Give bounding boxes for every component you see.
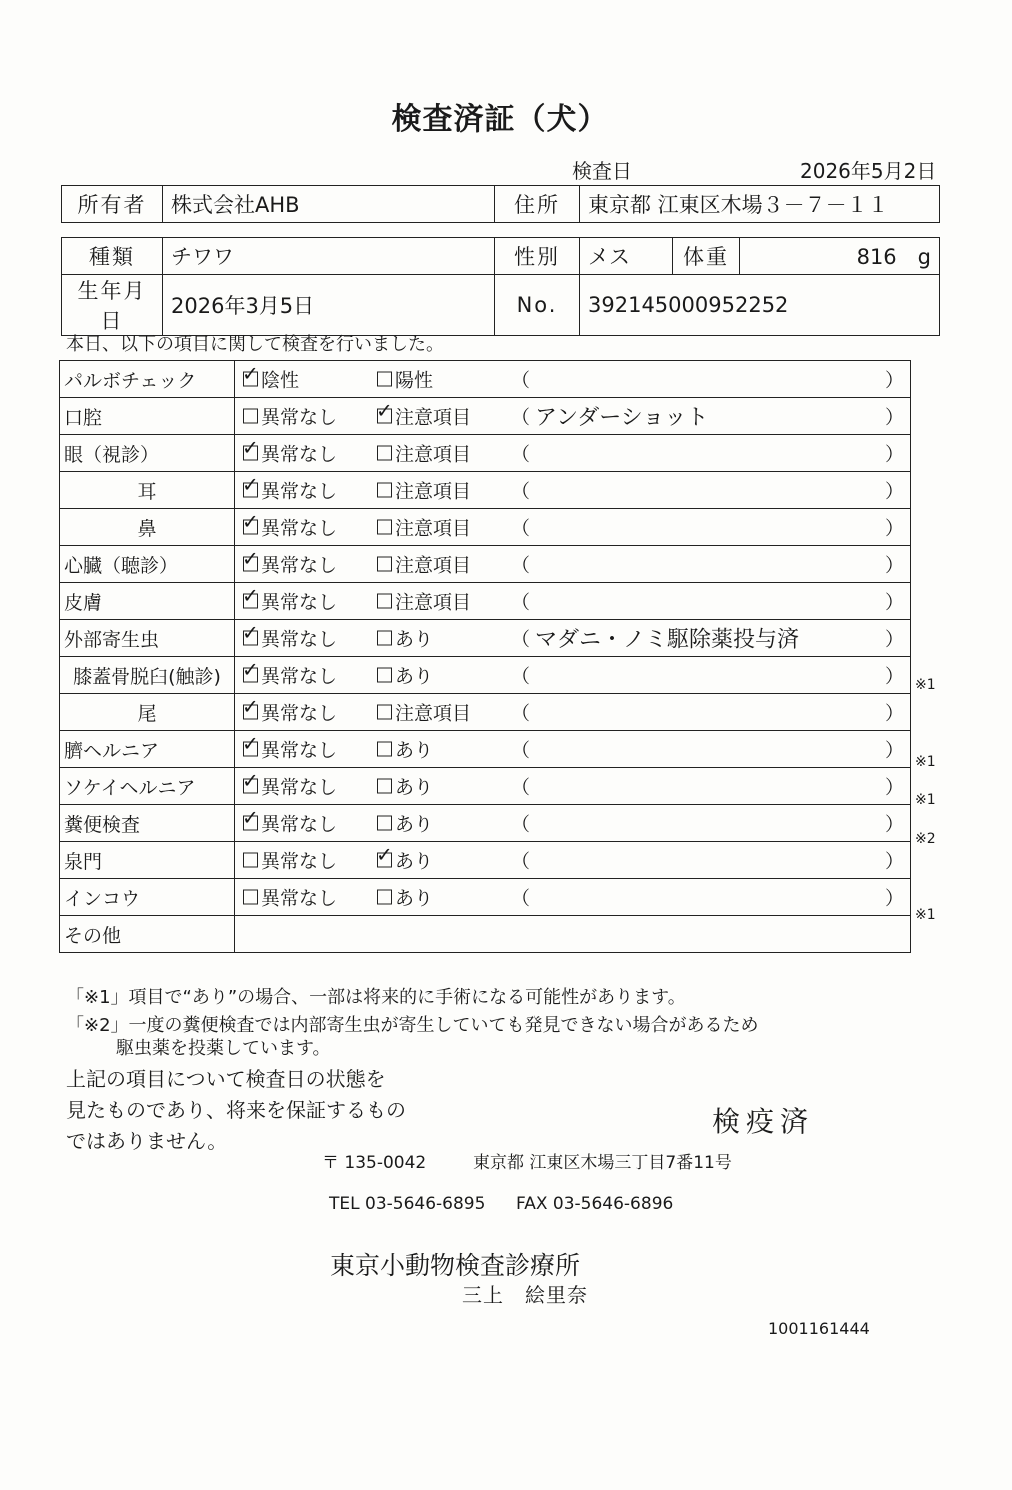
check-row: [60, 435, 911, 472]
option-1[interactable]: [243, 477, 337, 504]
option-1[interactable]: [243, 736, 337, 763]
check-row: [60, 583, 911, 620]
option-label: 異常なし: [261, 739, 338, 762]
checkbox-icon[interactable]: [377, 779, 392, 794]
checkbox-icon[interactable]: [243, 742, 258, 757]
paren-open: （: [511, 813, 531, 836]
check-options: [235, 472, 911, 509]
option-label: 異常なし: [261, 406, 338, 429]
option-label: 異常なし: [261, 628, 338, 651]
paren-open: （: [511, 443, 531, 466]
option-2[interactable]: [377, 699, 471, 726]
footnote-2-cont: 駆虫薬を投薬しています。: [116, 1038, 331, 1059]
option-2[interactable]: [377, 403, 471, 430]
check-item-label: [60, 842, 235, 879]
footnote-mark: ※2: [915, 830, 936, 847]
seal-text: 検疫済: [712, 1105, 815, 1138]
paren-open: （: [511, 887, 531, 910]
check-row: [60, 768, 911, 805]
checkbox-icon[interactable]: [243, 372, 258, 387]
option-1[interactable]: [243, 588, 337, 615]
option-1[interactable]: [243, 884, 337, 911]
checkbox-icon[interactable]: [243, 853, 258, 868]
option-label: 異常なし: [261, 517, 338, 540]
checks-table: [59, 360, 911, 953]
check-row: [60, 879, 911, 916]
no-value: 392145000952252: [580, 275, 940, 336]
check-row: [60, 398, 911, 435]
check-item-label: [60, 398, 235, 435]
check-options: [235, 731, 911, 768]
option-label: あり: [395, 665, 434, 688]
check-item-text: 鼻: [137, 517, 157, 540]
paren-open: （: [511, 776, 531, 799]
check-item-text: 耳: [137, 480, 157, 503]
check-item-text: 膝蓋骨脱臼(触診): [73, 665, 221, 688]
option-label: 異常なし: [261, 591, 338, 614]
check-item-label: [60, 583, 235, 620]
option-1[interactable]: [243, 699, 337, 726]
checkbox-icon[interactable]: [243, 890, 258, 905]
option-1[interactable]: [243, 847, 337, 874]
option-2[interactable]: [377, 736, 433, 763]
option-1[interactable]: [243, 514, 337, 541]
footnote-mark: ※1: [915, 792, 936, 809]
check-row: [60, 731, 911, 768]
serial-number: 1001161444: [768, 1319, 870, 1338]
paren-close: ）: [884, 887, 904, 910]
checkbox-icon[interactable]: [243, 483, 258, 498]
paren-close: ）: [884, 480, 904, 503]
checkbox-icon[interactable]: [377, 409, 392, 424]
check-note: マダニ・ノミ駆除薬投与済: [535, 627, 800, 653]
option-label: 異常なし: [261, 665, 338, 688]
check-item-label: [60, 768, 235, 805]
paren-open: （: [511, 554, 531, 577]
checkbox-icon[interactable]: [243, 816, 258, 831]
option-2[interactable]: [377, 551, 471, 578]
check-row: [60, 620, 911, 657]
checkbox-icon[interactable]: [377, 483, 392, 498]
check-row: [60, 805, 911, 842]
checkbox-icon[interactable]: [243, 409, 258, 424]
sex-value: メス: [580, 238, 673, 275]
option-2[interactable]: [377, 773, 433, 800]
check-item-text: 心臓（聴診）: [64, 554, 179, 577]
option-label: 異常なし: [261, 480, 338, 503]
check-item-label: [60, 805, 235, 842]
paren-open: （: [511, 739, 531, 762]
option-label: 注意項目: [395, 406, 472, 429]
check-item-label: [60, 509, 235, 546]
check-item-label: [60, 546, 235, 583]
option-2[interactable]: [377, 884, 433, 911]
paren-close: ）: [884, 665, 904, 688]
option-label: あり: [395, 628, 434, 651]
checkbox-icon[interactable]: [243, 668, 258, 683]
check-row-other: [60, 916, 911, 953]
checkbox-icon[interactable]: [377, 446, 392, 461]
breed-label: 種類: [62, 238, 163, 275]
breed-value: チワワ: [163, 238, 495, 275]
checkbox-icon[interactable]: [377, 372, 392, 387]
option-label: 陰性: [261, 369, 300, 392]
paren-open: （: [511, 517, 531, 540]
option-1[interactable]: [243, 403, 337, 430]
footnote-2: 「※2」一度の糞便検査では内部寄生虫が寄生していても発見できない場合があるため: [66, 1015, 759, 1036]
dob-value: 2026年3月5日: [163, 275, 495, 336]
option-2[interactable]: [377, 847, 433, 874]
checkbox-icon[interactable]: [377, 890, 392, 905]
statement-line: 上記の項目について検査日の状態を: [66, 1067, 386, 1091]
paren-open: （: [511, 702, 531, 725]
intro-text: 本日、以下の項目に関して検査を行いました。: [66, 334, 444, 355]
option-label: あり: [395, 813, 434, 836]
checkbox-icon[interactable]: [377, 594, 392, 609]
paren-close: ）: [884, 591, 904, 614]
exam-date: 2026年5月2日: [800, 159, 937, 183]
paren-close: ）: [884, 369, 904, 392]
check-row: [60, 694, 911, 731]
paren-open: （: [511, 406, 531, 429]
check-item-label: [60, 657, 235, 694]
option-1[interactable]: [243, 625, 337, 652]
paren-open: （: [511, 665, 531, 688]
checkbox-icon[interactable]: [243, 594, 258, 609]
option-1[interactable]: [243, 440, 337, 467]
checkbox-icon[interactable]: [377, 853, 392, 868]
check-options: [235, 583, 911, 620]
check-options: [235, 694, 911, 731]
statement: [66, 1064, 406, 1157]
paren-close: ）: [884, 813, 904, 836]
clinic-fax: FAX 03-5646-6896: [516, 1194, 674, 1214]
checkbox-icon[interactable]: [243, 446, 258, 461]
check-item-label: [60, 731, 235, 768]
postal-code: 〒 135-0042: [322, 1153, 427, 1173]
check-item-text: パルボチェック: [64, 369, 197, 392]
footnote-mark: ※1: [915, 907, 936, 924]
check-item-label: [60, 472, 235, 509]
owner-table: [61, 185, 940, 223]
statement-line: ではありません。: [66, 1129, 228, 1153]
option-label: 異常なし: [261, 850, 338, 873]
footnote-1: 「※1」項目で“あり”の場合、一部は将来的に手術になる可能性があります。: [66, 987, 686, 1008]
check-row: [60, 509, 911, 546]
exam-date-label: 検査日: [572, 159, 632, 183]
option-2[interactable]: [377, 477, 471, 504]
check-options: [235, 361, 911, 398]
option-label: あり: [395, 850, 434, 873]
check-row: [60, 546, 911, 583]
clinic-address: 東京都 江東区木場三丁目7番11号: [473, 1153, 732, 1173]
check-item-text: 口腔: [64, 406, 103, 429]
address-label: 住所: [495, 186, 580, 223]
option-label: 異常なし: [261, 887, 338, 910]
paren-close: ）: [884, 776, 904, 799]
checkbox-icon[interactable]: [377, 742, 392, 757]
check-options: [235, 620, 911, 657]
paren-open: （: [511, 480, 531, 503]
other-label-text: その他: [64, 924, 122, 947]
check-item-text: 外部寄生虫: [64, 628, 160, 651]
paren-close: ）: [884, 406, 904, 429]
checkbox-icon[interactable]: [377, 668, 392, 683]
check-item-text: 眼（視診）: [64, 443, 160, 466]
no-label: No.: [495, 275, 580, 336]
animal-table: [61, 237, 940, 336]
option-label: あり: [395, 739, 434, 762]
option-label: 異常なし: [261, 813, 338, 836]
option-1[interactable]: [243, 773, 337, 800]
option-1[interactable]: [243, 810, 337, 837]
check-item-label: [60, 361, 235, 398]
check-options: [235, 435, 911, 472]
paren-close: ）: [884, 739, 904, 762]
sex-label: 性別: [495, 238, 580, 275]
owner-label: 所有者: [62, 186, 163, 223]
check-row: [60, 842, 911, 879]
check-item-text: 泉門: [64, 850, 103, 873]
owner-value: 株式会社AHB: [163, 186, 495, 223]
check-item-label: [60, 435, 235, 472]
option-label: 注意項目: [395, 517, 472, 540]
checkbox-icon[interactable]: [377, 520, 392, 535]
check-options: [235, 879, 911, 916]
option-label: 注意項目: [395, 480, 472, 503]
option-label: 異常なし: [261, 554, 338, 577]
option-2[interactable]: [377, 588, 471, 615]
option-label: 注意項目: [395, 591, 472, 614]
paren-open: （: [511, 369, 531, 392]
checkbox-icon[interactable]: [377, 816, 392, 831]
check-options: [235, 657, 911, 694]
checkbox-icon[interactable]: [243, 779, 258, 794]
document-title: 検査済証（犬）: [391, 102, 609, 137]
option-2[interactable]: [377, 810, 433, 837]
option-2[interactable]: [377, 440, 471, 467]
other-value[interactable]: [235, 916, 911, 953]
option-label: あり: [395, 887, 434, 910]
option-label: 注意項目: [395, 702, 472, 725]
check-options: [235, 842, 911, 879]
check-options: [235, 398, 911, 435]
clinic-name: 東京小動物検査診療所: [330, 1251, 581, 1280]
paren-open: （: [511, 591, 531, 614]
option-1[interactable]: [243, 551, 337, 578]
check-item-text: 尾: [137, 702, 157, 725]
check-item-label: [60, 694, 235, 731]
check-item-text: ソケイヘルニア: [64, 776, 196, 799]
statement-line: 見たものであり、将来を保証するもの: [66, 1098, 406, 1122]
paren-close: ）: [884, 702, 904, 725]
checkbox-icon[interactable]: [243, 557, 258, 572]
paren-close: ）: [884, 850, 904, 873]
option-1[interactable]: [243, 366, 299, 393]
check-options: [235, 509, 911, 546]
weight-label: 体重: [673, 238, 740, 275]
paren-open: （: [511, 850, 531, 873]
checkbox-icon[interactable]: [243, 705, 258, 720]
weight-value: 816 g: [740, 238, 940, 275]
footnote-mark: ※1: [915, 754, 936, 770]
option-label: 注意項目: [395, 443, 472, 466]
option-label: 注意項目: [395, 554, 472, 577]
checkbox-icon[interactable]: [243, 631, 258, 646]
checkbox-icon[interactable]: [243, 520, 258, 535]
checkbox-icon[interactable]: [377, 631, 392, 646]
option-2[interactable]: [377, 662, 433, 689]
paren-open: （: [511, 628, 531, 651]
option-label: あり: [395, 776, 434, 799]
check-options: [235, 805, 911, 842]
option-label: 異常なし: [261, 776, 338, 799]
check-item-label: [60, 879, 235, 916]
check-item-text: 臍ヘルニア: [64, 739, 160, 762]
paren-close: ）: [884, 554, 904, 577]
doctor-name: 三上 絵里奈: [462, 1283, 588, 1307]
check-options: [235, 768, 911, 805]
paren-close: ）: [884, 443, 904, 466]
option-2[interactable]: [377, 366, 433, 393]
other-label: [60, 916, 235, 953]
clinic-tel: TEL 03-5646-6895: [329, 1194, 486, 1214]
check-row: [60, 361, 911, 398]
option-2[interactable]: [377, 625, 433, 652]
check-item-label: [60, 620, 235, 657]
paren-close: ）: [884, 517, 904, 540]
address-value: 東京都 江東区木場３－７－１１: [580, 186, 940, 223]
option-2[interactable]: [377, 514, 471, 541]
option-label: 陽性: [395, 369, 434, 392]
checkbox-icon[interactable]: [377, 557, 392, 572]
option-1[interactable]: [243, 662, 337, 689]
check-item-text: 糞便検査: [64, 813, 141, 836]
check-row: [60, 657, 911, 694]
check-options: [235, 546, 911, 583]
dob-label: 生年月日: [62, 275, 163, 336]
check-item-text: 皮膚: [64, 591, 103, 614]
check-note: アンダーショット: [535, 405, 709, 431]
option-label: 異常なし: [261, 702, 338, 725]
check-row: [60, 472, 911, 509]
check-item-text: インコウ: [64, 887, 141, 910]
footnote-mark: ※1: [915, 677, 936, 694]
checkbox-icon[interactable]: [377, 705, 392, 720]
paren-close: ）: [884, 628, 904, 651]
option-label: 異常なし: [261, 443, 338, 466]
